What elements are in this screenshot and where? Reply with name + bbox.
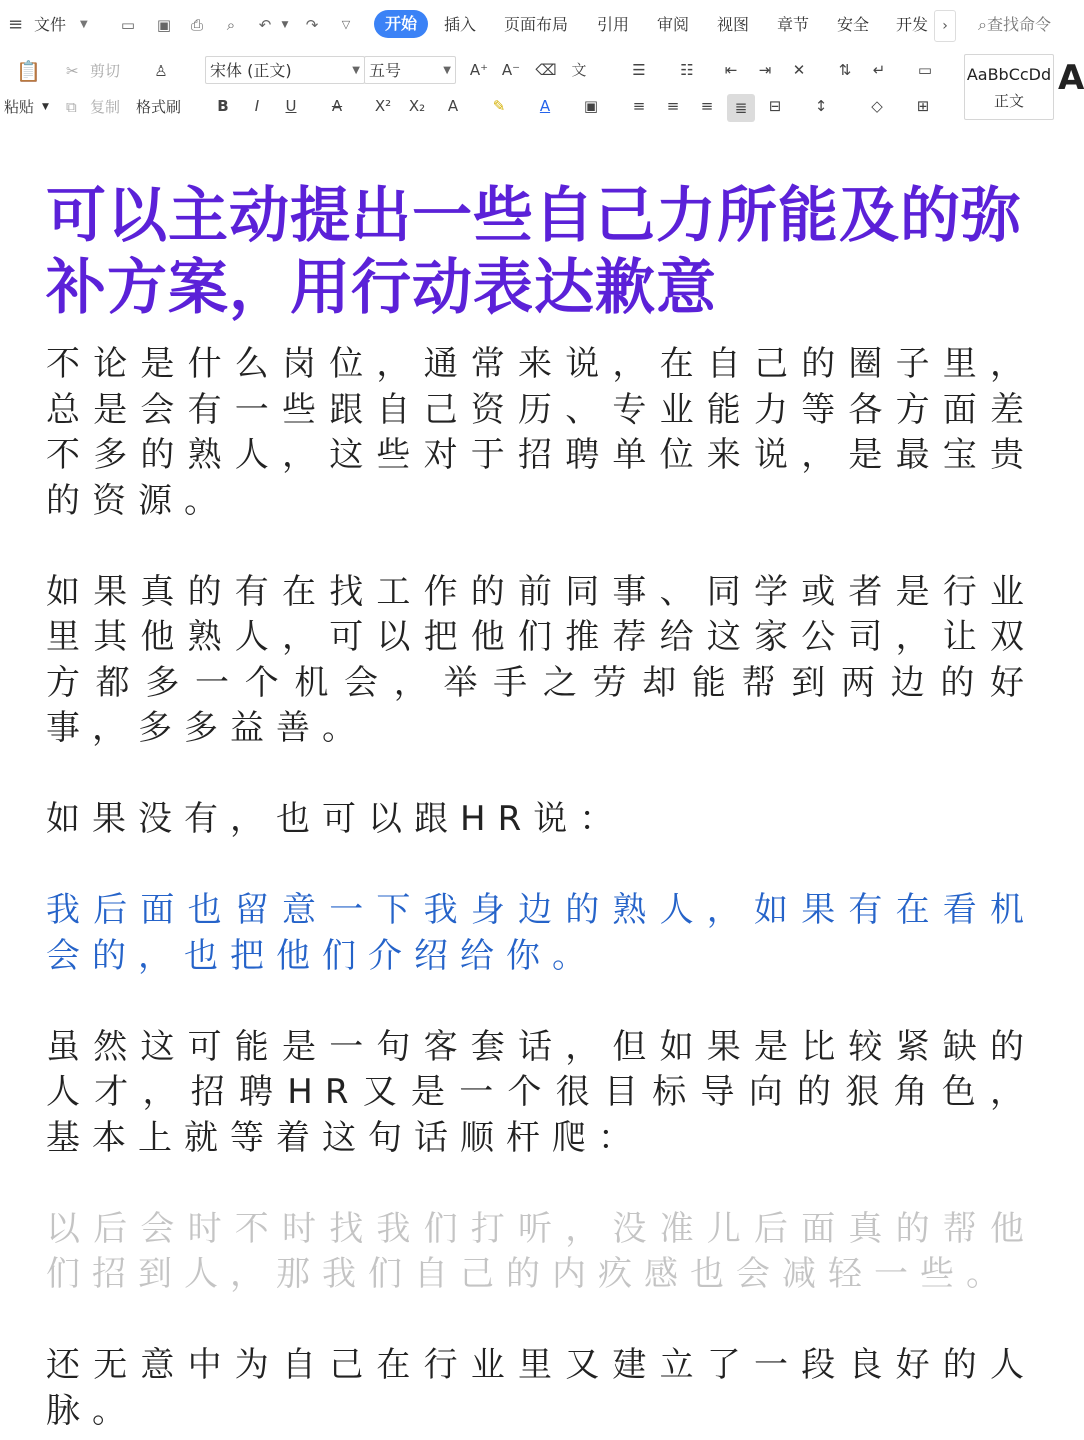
style-name: 正文 bbox=[993, 92, 1024, 110]
numbered-list-icon[interactable]: ☷ bbox=[680, 61, 694, 79]
decrease-font-icon[interactable]: A⁻ bbox=[501, 61, 521, 79]
align-center-icon[interactable]: ≡ bbox=[666, 97, 680, 115]
clear-format-icon[interactable]: ⌫ bbox=[535, 61, 557, 79]
chevron-down-icon: ▼ bbox=[352, 65, 360, 76]
format-painter-button[interactable]: 格式刷 bbox=[136, 98, 182, 116]
distributed-align-icon[interactable]: ⊟ bbox=[768, 97, 782, 115]
more-tabs-button[interactable]: › bbox=[934, 10, 956, 42]
tab-review[interactable]: 审阅 bbox=[657, 15, 690, 34]
sort-icon[interactable]: ⇅ bbox=[838, 61, 852, 79]
new-doc-icon[interactable]: ▭ bbox=[120, 16, 136, 34]
tab-view[interactable]: 视图 bbox=[717, 15, 750, 34]
decrease-indent-icon[interactable]: ⇤ bbox=[724, 61, 738, 79]
paragraph: 如果没有，也可以跟HR说： bbox=[46, 799, 626, 839]
tab-developer[interactable]: 开发 bbox=[896, 15, 929, 34]
strikethrough-icon[interactable]: A bbox=[331, 97, 343, 115]
paragraph: 虽然这可能是一句客套话，但如果是比较紧缺的人才，招聘HR又是一个很目标导向的狠角色，基本上就等着这句话顺杆爬： bbox=[46, 1026, 1036, 1158]
command-search-label: 查找命令 bbox=[986, 15, 1051, 34]
increase-indent-icon[interactable]: ⇥ bbox=[758, 61, 772, 79]
font-size-select[interactable] bbox=[364, 56, 456, 84]
line-spacing-icon[interactable]: ↕ bbox=[814, 97, 828, 115]
align-justify-icon[interactable]: ≣ bbox=[734, 99, 748, 117]
print-preview-icon[interactable]: ⌕ bbox=[226, 16, 236, 34]
tab-security[interactable]: 安全 bbox=[837, 15, 870, 34]
font-color-icon[interactable]: A bbox=[539, 97, 551, 115]
paragraph: 还无意中为自己在行业里又建立了一段良好的人脉。 bbox=[46, 1345, 1036, 1431]
copy-icon[interactable]: ⧉ bbox=[66, 98, 77, 116]
chevron-down-icon[interactable]: ▼ bbox=[80, 19, 88, 30]
paste-button[interactable]: 粘贴 bbox=[4, 98, 35, 116]
faded-paragraph: 以后会时不时找我们打听，没准儿后面真的帮他们招到人，那我们自己的内疚感也会减轻一些。 bbox=[46, 1208, 1036, 1294]
increase-font-icon[interactable]: A⁺ bbox=[469, 61, 489, 79]
undo-icon[interactable]: ↶ bbox=[258, 16, 272, 34]
bullet-list-icon[interactable]: ☰ bbox=[632, 61, 646, 79]
quote-paragraph: 我后面也留意一下我身边的熟人，如果有在看机会的，也把他们介绍给你。 bbox=[46, 890, 1036, 976]
save-icon[interactable]: ▣ bbox=[156, 16, 172, 34]
tab-home[interactable]: 开始 bbox=[374, 10, 428, 38]
tab-page-layout[interactable]: 页面布局 bbox=[504, 15, 569, 34]
show-marks-icon[interactable]: ↵ bbox=[872, 61, 886, 79]
paste-dropdown-icon[interactable]: ▼ bbox=[42, 102, 49, 112]
table-tools-icon[interactable]: ▭ bbox=[917, 61, 933, 79]
text-effect-icon[interactable]: A bbox=[447, 97, 459, 115]
bold-icon[interactable]: B bbox=[217, 97, 229, 115]
undo-dropdown-icon[interactable]: ▼ bbox=[281, 20, 289, 30]
document-title: 可以主动提出一些自己力所能及的弥补方案，用行动表达歉意 bbox=[46, 181, 1022, 323]
underline-icon[interactable]: U bbox=[285, 97, 297, 115]
shading-icon[interactable]: ◇ bbox=[871, 97, 883, 115]
chevron-down-icon: ▼ bbox=[443, 65, 451, 76]
document-body[interactable] bbox=[46, 180, 1036, 1434]
redo-icon[interactable]: ↷ bbox=[305, 16, 319, 34]
tab-insert[interactable]: 插入 bbox=[444, 15, 477, 34]
file-menu[interactable]: 文件 bbox=[34, 15, 67, 34]
cut-button[interactable]: 剪切 bbox=[90, 62, 121, 80]
paragraph: 不论是什么岗位，通常来说，在自己的圈子里，总是会有一些跟自己资历、专业能力等各方面差不多的熟人，这些对于招聘单位来说，是最宝贵的资源。 bbox=[46, 344, 1036, 521]
italic-icon[interactable]: I bbox=[254, 97, 260, 115]
ribbon-toolbar bbox=[0, 50, 1084, 130]
align-right-icon[interactable]: ≡ bbox=[700, 97, 714, 115]
style-sample: AaBbCcDd bbox=[966, 65, 1052, 84]
cut-icon[interactable]: ✂ bbox=[66, 62, 79, 80]
phonetic-icon[interactable]: 文 bbox=[571, 61, 587, 79]
align-left-icon[interactable]: ≡ bbox=[632, 97, 646, 115]
font-name-value: 宋体 (正文) bbox=[210, 61, 292, 80]
char-border-icon[interactable]: ▣ bbox=[583, 97, 599, 115]
print-icon[interactable]: ⎙ bbox=[190, 16, 203, 34]
copy-button[interactable]: 复制 bbox=[90, 98, 121, 116]
menu-bar bbox=[0, 0, 1080, 50]
paragraph: 如果真的有在找工作的前同事、同学或者是行业里其他熟人，可以把他们推荐给这家公司，让双方都多一个机会，举手之劳却能帮到两边的好事，多多益善。 bbox=[46, 571, 1036, 748]
customize-toolbar-icon[interactable]: ▽ bbox=[341, 18, 351, 31]
superscript-icon[interactable]: X² bbox=[374, 97, 392, 115]
font-size-value: 五号 bbox=[369, 61, 402, 80]
hamburger-icon[interactable]: ≡ bbox=[8, 14, 24, 35]
format-painter-icon[interactable]: ♙ bbox=[154, 62, 168, 80]
borders-icon[interactable]: ⊞ bbox=[916, 97, 930, 115]
search-icon: ⌕ bbox=[978, 15, 987, 34]
font-name-select[interactable] bbox=[205, 56, 365, 84]
style-normal-button[interactable] bbox=[964, 54, 1054, 120]
next-style-preview[interactable]: A bbox=[1058, 58, 1084, 98]
subscript-icon[interactable]: X₂ bbox=[408, 97, 426, 115]
command-search[interactable] bbox=[978, 10, 1051, 40]
chinese-layout-icon[interactable]: ✕ bbox=[792, 61, 806, 79]
tab-chapter[interactable]: 章节 bbox=[777, 15, 810, 34]
paste-icon[interactable]: 📋 bbox=[16, 59, 41, 83]
tab-references[interactable]: 引用 bbox=[597, 15, 630, 34]
highlight-icon[interactable]: ✎ bbox=[492, 97, 506, 115]
